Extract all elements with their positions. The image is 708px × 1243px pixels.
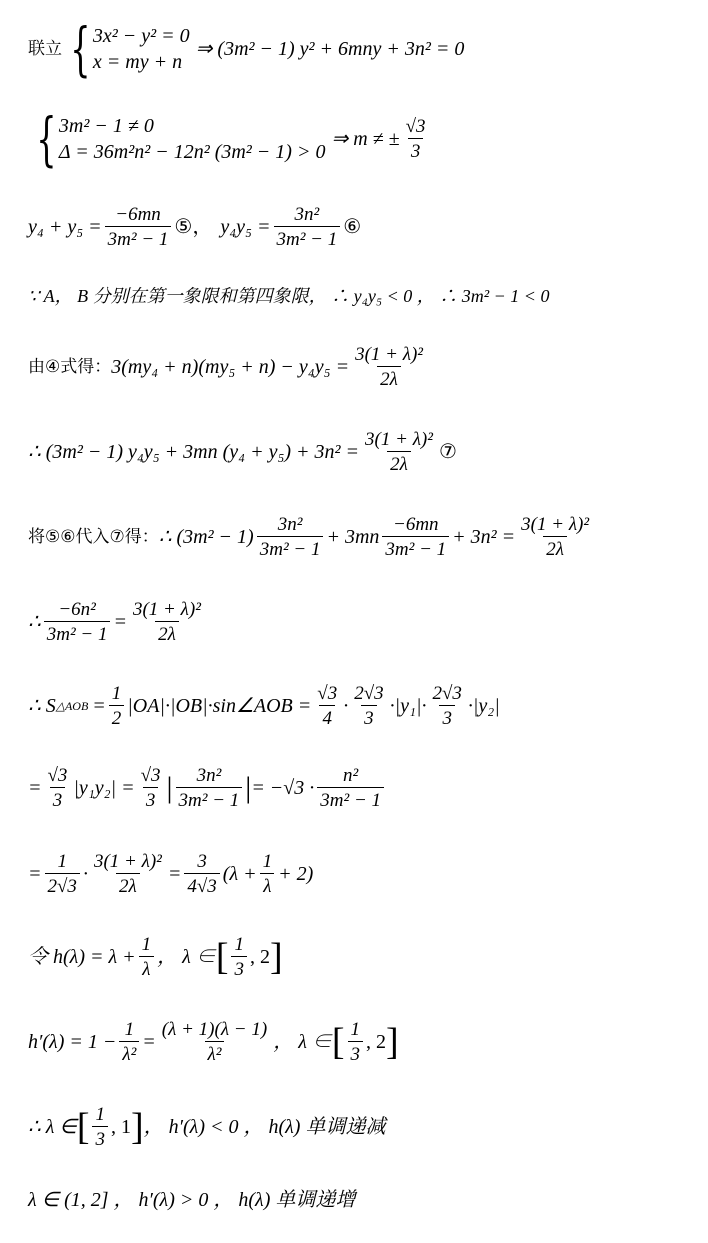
expr: y₄y₅ = — [220, 216, 271, 238]
fraction: $\frac{√3}{3}$ — [405, 116, 426, 162]
fraction: $\frac{\text{3(1 + λ)²}}{2\lambda}$ — [93, 851, 162, 897]
expr: 3(my₄ + n)(my₅ + n) − y₄y₅ = — [111, 356, 350, 378]
mark-5: ⑤， — [174, 216, 213, 238]
fraction: $\frac{1}{\text{λ²}}$ — [119, 1020, 139, 1064]
line-system-2 — [28, 105, 432, 173]
fraction: $\frac{-6mn}{\text{3m² − 1}}$ — [382, 515, 449, 559]
fraction: $\frac{\text{3n²}}{\text{3m² − 1}}$ — [176, 766, 243, 810]
increasing-text: λ ∈ (1, 2] ， h′(λ) > 0 ， h(λ) 单调递增 — [28, 1189, 356, 1211]
line-increasing — [28, 1190, 355, 1210]
fraction: $\frac{1}{2√3}$ — [45, 852, 80, 896]
mark-7: ⑦ — [438, 441, 457, 463]
expr: y₄ + y₅ = — [28, 216, 102, 238]
prefix-lianli: 联立 — [28, 38, 62, 59]
quadrant-text: ∵ A， B 分别在第一象限和第四象限， ∴ y₄y₅ < 0 ， ∴ 3m² − 1 < 0 — [28, 286, 550, 306]
line-quadrant — [28, 287, 549, 305]
line-simplified: ∴ $\frac{\text{−6n²}}{\text{3m² − 1}}$ = $\frac{\text{3(1 + λ)²}}{2\lambda}$ — [28, 600, 207, 644]
fraction: $\frac{-6mn}{\text{3m² − 1}}$ — [105, 205, 172, 249]
line-area-3: = $\frac{1}{2√3}$ · $\frac{\text{3(1 + λ)²}}{2\lambda}$ = $\frac{3}{4√3}$ (λ + $\frac{1}{\lambda}$ + 2) — [28, 851, 314, 897]
line-decreasing: ∴ λ ∈ [ $\frac{1}{3}$ , 1 ] ， h′(λ) < 0 ， h(λ) 单调递减 — [28, 1104, 386, 1150]
fraction: $\frac{2√3}{3}$ — [354, 683, 384, 729]
fraction: $\frac{1}{3}$ — [348, 1020, 364, 1064]
fraction: $\frac{1}{3}$ — [231, 935, 247, 979]
fraction: $\frac{\text{3n²}}{\text{3m² − 1}}$ — [257, 515, 324, 559]
fraction: $\frac{\text{3(1 + λ)²}}{2\lambda}$ — [132, 599, 201, 645]
fraction: $\frac{(\lambda + 1)(\lambda - 1)}{\text{λ²}}$ — [161, 1019, 268, 1065]
fraction: $\frac{1}{3}$ — [92, 1105, 108, 1149]
fraction: $\frac{2√3}{3}$ — [432, 683, 462, 729]
fraction: $\frac{1}{\lambda}$ — [260, 852, 276, 896]
line-substitute: 将⑤⑥代入⑦得： ∴ (3m² − 1) $\frac{\text{3n²}}{\text{3m² − 1}}$ + 3mn $\frac{-6mn}{\text{3m² − 1}}$ + 3n² = $\frac{\text{3(1 + λ)²}}{2\lambda}$ — [28, 515, 595, 559]
line-eq7 — [28, 430, 457, 474]
fraction: $\frac{\text{−6n²}}{\text{3m² − 1}}$ — [44, 600, 111, 644]
expr: ∴ (3m² − 1) y₄y₅ + 3mn (y₄ + y₅) + 3n² = — [28, 441, 360, 463]
fraction: $\frac{\text{3(1 + λ)²}}{2\lambda}$ — [355, 344, 423, 390]
prefix-jiang: 将⑤⑥代入⑦得： — [28, 526, 159, 547]
system-row-1: 3x² − y² = 0 — [92, 25, 190, 47]
condition-row-2: Δ = 36m²n² − 12n² (3m² − 1) > 0 — [58, 141, 326, 163]
fraction: $\frac{\text{3n²}}{\text{3m² − 1}}$ — [274, 205, 341, 249]
equation-system: { 3x² − y² = 0 x = my + n — [70, 15, 190, 83]
fraction: $\frac{\text{3(1 + λ)²}}{2\lambda}$ — [521, 514, 590, 560]
fraction: $\frac{1}{2}$ — [109, 684, 125, 728]
line-area-2: = $\frac{√3}{3}$ |y₁y₂| = $\frac{√3}{3}$ | $\frac{\text{3n²}}{\text{3m² − 1}}$ | = −√3 · $\frac{\text{n²}}{\text{3m² − 1}}$ — [28, 766, 387, 810]
condition-result: ⇒ m ≠ ± — [331, 128, 400, 150]
prefix-you: 由④式得： — [28, 356, 112, 377]
line-vieta — [28, 205, 361, 249]
system-result: ⇒ (3m² − 1) y² + 6mny + 3n² = 0 — [195, 38, 465, 60]
condition-row-1: 3m² − 1 ≠ 0 — [58, 115, 154, 137]
line-area: ∴ S △AOB = $\frac{1}{2}$ |OA|·|OB|·sin∠AOB = $\frac{√3}{4}$ · $\frac{2√3}{3}$ ·|y₁|· $\frac{2√3}{3}$ ·|y₂| — [28, 683, 500, 729]
fraction: $\frac{√3}{4}$ — [317, 683, 338, 729]
fraction: $\frac{3}{4√3}$ — [184, 852, 219, 896]
fraction: $\frac{\text{3(1 + λ)²}}{2\lambda}$ — [365, 429, 433, 475]
fraction: $\frac{1}{\lambda}$ — [139, 935, 155, 979]
line-system-1 — [28, 15, 465, 83]
mark-6: ⑥ — [343, 216, 362, 238]
fraction: $\frac{\text{n²}}{\text{3m² − 1}}$ — [317, 766, 384, 810]
line-derivative: h′(λ) = 1 − $\frac{1}{\text{λ²}}$ = $\frac{(\lambda + 1)(\lambda - 1)}{\text{λ²}}$ ， λ ∈ [ $\frac{1}{3}$ , 2 ] — [28, 1019, 399, 1065]
line-from-4 — [28, 345, 429, 389]
fraction: $\frac{√3}{3}$ — [47, 765, 68, 811]
condition-system: { 3m² − 1 ≠ 0 Δ = 36m²n² − 12n² (3m² − 1) > 0 — [36, 105, 326, 173]
fraction: $\frac{√3}{3}$ — [140, 765, 161, 811]
system-row-2: x = my + n — [92, 51, 183, 73]
line-define-h: 令 h(λ) = λ + $\frac{1}{\lambda}$ ， λ ∈ [ $\frac{1}{3}$ , 2 ] — [28, 934, 283, 980]
